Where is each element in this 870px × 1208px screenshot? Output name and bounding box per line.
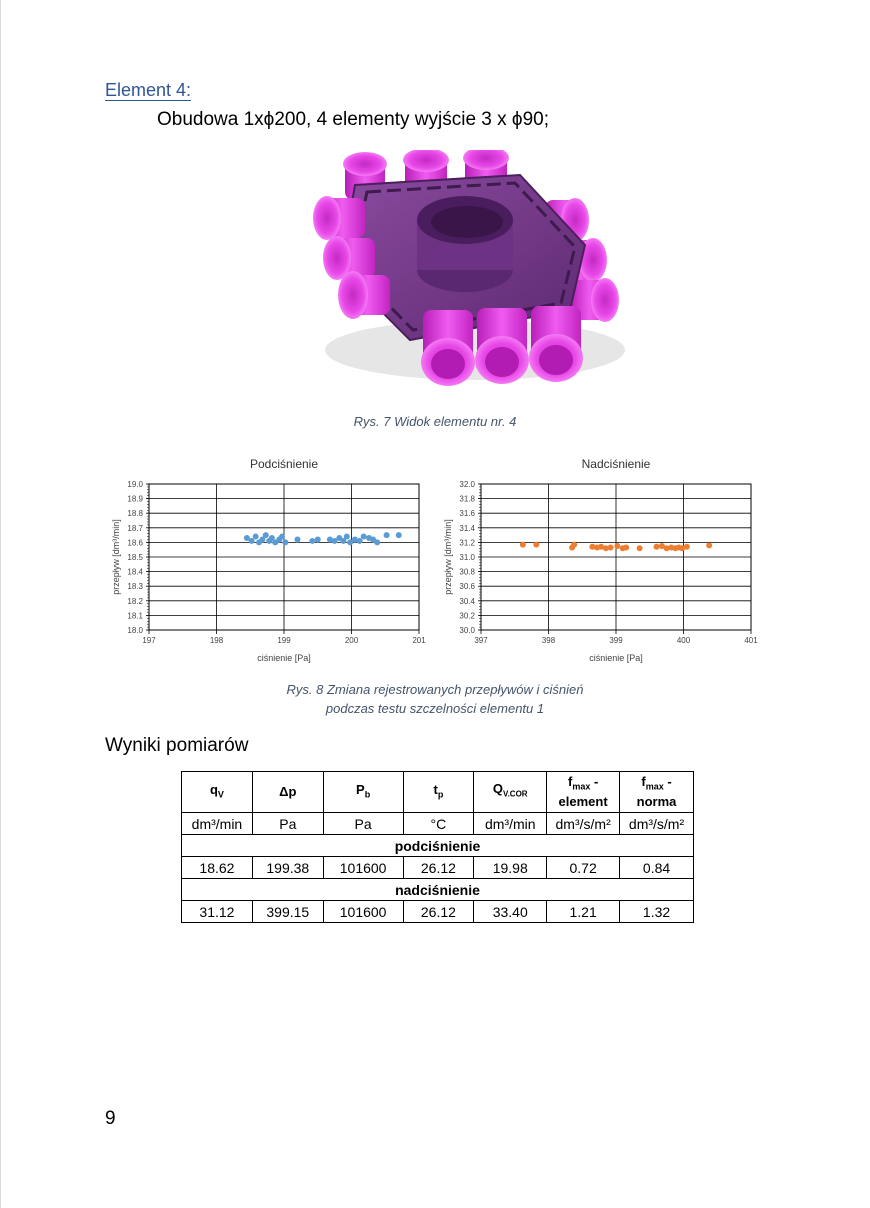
value-cell: 19.98 xyxy=(474,857,547,879)
x-tick-label: 401 xyxy=(744,636,758,645)
y-tick-label: 18.6 xyxy=(127,538,143,548)
data-point xyxy=(533,542,539,548)
data-point xyxy=(384,532,390,538)
value-cell: 0.72 xyxy=(547,857,620,879)
x-axis-label: ciśnienie [Pa] xyxy=(257,653,311,663)
y-tick-label: 18.8 xyxy=(127,509,143,519)
y-tick-label: 31.8 xyxy=(459,494,475,504)
section-label: podciśnienie xyxy=(182,835,694,857)
data-point xyxy=(396,532,402,538)
x-tick-label: 197 xyxy=(142,636,156,645)
y-axis-label: przepływ [dm³/min] xyxy=(443,519,453,595)
value-cell: 31.12 xyxy=(182,901,253,923)
header-fmax-norma: $f_{max}$ - norma xyxy=(620,772,694,813)
y-tick-label: 18.3 xyxy=(127,582,143,592)
value-cell: 0.84 xyxy=(620,857,694,879)
header-row xyxy=(182,772,694,813)
value-cell: 18.62 xyxy=(182,857,253,879)
section-row-podcisnienie xyxy=(182,835,694,857)
unit-cell: Pa xyxy=(252,813,323,835)
y-axis-label: przepływ [dm³/min] xyxy=(111,519,121,595)
data-point xyxy=(623,545,629,551)
table-row xyxy=(182,857,694,879)
data-point xyxy=(309,538,315,544)
element-description: Obudowa 1xϕ200, 4 elementy wyjście 3 x ϕ90; xyxy=(157,109,549,130)
value-cell: 101600 xyxy=(323,901,403,923)
y-tick-label: 30.4 xyxy=(459,596,475,606)
data-point xyxy=(263,532,269,538)
y-tick-label: 18.4 xyxy=(127,567,143,577)
value-cell: 199.38 xyxy=(252,857,323,879)
data-point xyxy=(253,534,259,540)
front-pipes xyxy=(421,306,583,386)
section-heading: Element 4: xyxy=(105,80,192,100)
unit-cell: °C xyxy=(403,813,474,835)
value-cell: 26.12 xyxy=(403,857,474,879)
data-point xyxy=(637,545,643,551)
data-point xyxy=(315,536,321,542)
y-tick-label: 18.2 xyxy=(127,596,143,606)
figure8-caption-line1: Rys. 8 Zmiana rejestrowanych przepływów i ciśnień xyxy=(286,682,584,697)
y-tick-label: 30.0 xyxy=(459,626,475,635)
data-point xyxy=(706,542,712,548)
section-label: nadciśnienie xyxy=(182,879,694,901)
x-tick-label: 400 xyxy=(676,636,691,645)
x-axis-label: ciśnienie [Pa] xyxy=(589,653,643,663)
data-point xyxy=(282,539,288,545)
data-point xyxy=(608,545,614,551)
y-tick-label: 18.1 xyxy=(127,611,143,621)
y-tick-label: 18.5 xyxy=(127,553,143,562)
y-tick-label: 30.8 xyxy=(459,567,475,577)
x-tick-label: 397 xyxy=(474,636,488,645)
data-point xyxy=(571,542,577,548)
x-tick-label: 199 xyxy=(277,636,291,645)
y-tick-label: 32.0 xyxy=(459,480,475,489)
y-tick-label: 31.0 xyxy=(459,553,475,562)
data-point xyxy=(249,538,255,544)
section-row-nadcisnienie xyxy=(182,879,694,901)
chart-nadcisnienie xyxy=(437,452,767,670)
chart-podcisnienie xyxy=(105,452,435,670)
value-cell: 33.40 xyxy=(474,901,547,923)
value-cell: 26.12 xyxy=(403,901,474,923)
x-tick-label: 398 xyxy=(541,636,556,645)
data-point xyxy=(344,534,350,540)
results-heading: Wyniki pomiarów xyxy=(105,735,249,756)
table-row xyxy=(182,901,694,923)
x-tick-label: 198 xyxy=(209,636,224,645)
page-number: 9 xyxy=(105,1108,116,1129)
y-tick-label: 31.2 xyxy=(459,538,475,548)
header-qv: $q_V$ xyxy=(182,772,253,813)
y-tick-label: 31.6 xyxy=(459,509,475,519)
data-point xyxy=(357,538,363,544)
value-cell: 101600 xyxy=(323,857,403,879)
data-point xyxy=(684,544,690,550)
y-tick-label: 19.0 xyxy=(127,480,143,489)
y-tick-label: 18.7 xyxy=(127,523,143,533)
chart-title: Podciśnienie xyxy=(249,457,319,471)
results-table xyxy=(181,771,694,923)
data-point xyxy=(279,534,285,540)
unit-cell: Pa xyxy=(323,813,403,835)
data-point xyxy=(520,542,526,548)
y-tick-label: 31.4 xyxy=(459,523,475,533)
unit-cell: dm³/min xyxy=(474,813,547,835)
page-edge xyxy=(0,0,1,1208)
data-point xyxy=(614,543,620,549)
data-point xyxy=(374,539,380,545)
figure7-caption: Rys. 7 Widok elementu nr. 4 xyxy=(353,414,517,429)
header-dp: Δp xyxy=(252,772,323,813)
data-point xyxy=(361,534,367,540)
value-cell: 1.32 xyxy=(620,901,694,923)
unit-cell: dm³/min xyxy=(182,813,253,835)
units-row xyxy=(182,813,694,835)
unit-cell: dm³/s/m² xyxy=(620,813,694,835)
header-tp: $t_p$ xyxy=(403,772,474,813)
figure8-caption-line2: podczas testu szczelności elementu 1 xyxy=(325,701,545,716)
x-tick-label: 399 xyxy=(609,636,623,645)
chart-title: Nadciśnienie xyxy=(581,457,651,471)
header-fmax-element: $f_{max}$ - element xyxy=(547,772,620,813)
value-cell: 1.21 xyxy=(547,901,620,923)
data-point xyxy=(295,536,301,542)
unit-cell: dm³/s/m² xyxy=(547,813,620,835)
y-tick-label: 30.6 xyxy=(459,582,475,592)
header-pb: $P_b$ xyxy=(323,772,403,813)
header-qvcor: $Q_{V.COR}$ xyxy=(474,772,547,813)
element-photo xyxy=(305,150,635,400)
y-tick-label: 18.9 xyxy=(127,494,143,504)
y-tick-label: 18.0 xyxy=(127,626,143,635)
value-cell: 399.15 xyxy=(252,901,323,923)
data-point xyxy=(654,544,660,550)
x-tick-label: 201 xyxy=(412,636,426,645)
x-tick-label: 200 xyxy=(344,636,359,645)
y-tick-label: 30.2 xyxy=(459,611,475,621)
